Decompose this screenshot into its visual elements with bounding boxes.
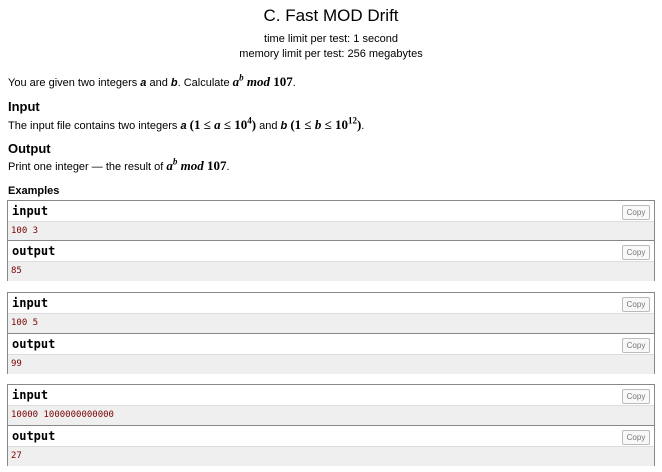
examples-title: Examples xyxy=(8,185,60,197)
output-label: output xyxy=(12,429,56,443)
memory-limit: memory limit per test: 256 megabytes xyxy=(239,48,423,60)
input-period: . xyxy=(361,120,365,132)
output-content xyxy=(8,261,654,281)
input-label: input xyxy=(12,296,49,310)
input-var-a: a xyxy=(180,120,187,132)
copy-button[interactable]: Copy xyxy=(622,338,650,353)
constraint-a: $(1 \le a \le 10^4)$ xyxy=(189,115,257,132)
example-1-input-box xyxy=(7,200,655,241)
constraint-b: $(1 \le b \le 10^{12})$ xyxy=(290,115,362,132)
statement-and: and xyxy=(146,77,171,89)
copy-button[interactable]: Copy xyxy=(622,205,650,220)
input-text: 100 3 xyxy=(11,226,39,236)
output-period: . xyxy=(226,161,230,173)
output-text: 85 xyxy=(11,266,22,276)
output-text: 99 xyxy=(11,359,22,369)
output-section-title: Output xyxy=(8,141,51,156)
var-a: a xyxy=(140,77,147,89)
output-label: output xyxy=(12,244,56,258)
input-label: input xyxy=(12,204,49,218)
input-text: The input file contains two integers xyxy=(8,120,181,132)
input-text: 100 5 xyxy=(11,318,39,328)
input-and: and xyxy=(256,120,281,132)
example-2-input-box xyxy=(7,292,655,333)
problem-title: C. Fast MOD Drift xyxy=(263,6,399,25)
input-text: 10000 1000000000000 xyxy=(11,410,114,420)
output-formula: $a^b$ mod 107 xyxy=(166,156,227,173)
input-section-title: Input xyxy=(8,99,40,114)
output-text: Print one integer — the result of xyxy=(8,161,167,173)
output-section-text xyxy=(8,158,230,174)
problem-statement xyxy=(8,74,296,90)
output-label: output xyxy=(12,337,56,351)
output-content xyxy=(8,354,654,374)
example-1-output-box xyxy=(7,240,655,281)
copy-button[interactable]: Copy xyxy=(622,245,650,260)
output-content xyxy=(8,446,654,466)
statement-period: . xyxy=(292,77,296,89)
copy-button[interactable]: Copy xyxy=(622,389,650,404)
input-content xyxy=(8,405,654,425)
example-3-output-box xyxy=(7,425,655,466)
example-3-input-box xyxy=(7,384,655,425)
copy-button[interactable]: Copy xyxy=(622,297,650,312)
input-content xyxy=(8,313,654,333)
input-content xyxy=(8,221,654,241)
input-label: input xyxy=(12,388,49,402)
input-var-b: b xyxy=(280,120,288,132)
statement-text: You are given two integers xyxy=(8,77,141,89)
copy-button[interactable]: Copy xyxy=(622,430,650,445)
statement-formula: $a^b$ mod 107 xyxy=(232,72,293,89)
statement-text-after: . Calculate xyxy=(177,77,233,89)
time-limit: time limit per test: 1 second xyxy=(264,33,398,45)
var-b: b xyxy=(170,77,178,89)
example-2-output-box xyxy=(7,333,655,374)
output-text: 27 xyxy=(11,451,22,461)
input-section-text xyxy=(8,117,364,133)
